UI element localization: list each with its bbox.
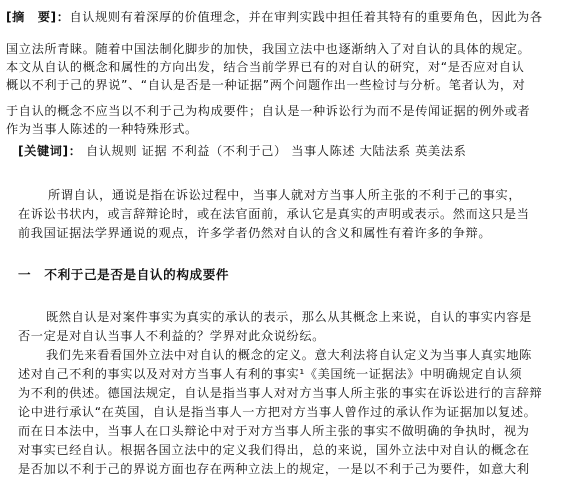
keywords-line — [18, 142, 466, 160]
intro-line-2: 在诉讼书状内，或言辞辩论时，或在法官面前，承认它是真实的声明或表示。然而这只是当 — [18, 207, 530, 221]
abstract-line-1 — [6, 8, 543, 26]
abstract-line-6: 作为当事人陈述的一种特殊形式。 — [6, 122, 198, 136]
body-line-7: 而在日本法中，当事人在口头辩论中对于对方当事人所主张的事实不做明确的争执时，视为 — [18, 424, 530, 438]
abstract-text: 自认规则有着深厚的价值理念，并在审判实践中担任着其特有的重要角色，因此为各 — [69, 10, 543, 24]
body-line-3: 我们先来看看国外立法中对自认的概念的定义。意大利法将自认定义为当事人真实地陈 — [46, 348, 532, 362]
body-line-4: 述对自己不利的事实以及对对方当事人有利的事实¹《美国统一证据法》中明确规定自认须 — [18, 367, 523, 381]
abstract-line-3: 本文从自认的概念和属性的方向出发，结合当前学界已有的对自认的研究，对“是否应对自认 — [6, 60, 525, 74]
body-line-8: 对事实已经自认。根据各国立法中的定义我们得出，总的来说，国外立法中对自认的概念在 — [18, 443, 530, 457]
intro-line-1: 所谓自认，通说是指在诉讼过程中，当事人就对方当事人所主张的不利于己的事实， — [48, 188, 522, 202]
keywords-label: [关键词]： — [18, 144, 82, 158]
abstract-label: [摘 要]： — [6, 10, 70, 24]
body-line-2: 否一定是对自认当事人不利益的？学界对此众说纷纭。 — [18, 329, 325, 343]
abstract-line-5: 于自认的概念不应当以不利于己为构成要件；自认是一种诉讼行为而不是传闻证据的例外或者 — [6, 104, 531, 118]
body-line-9: 是否加以不利于己的界说方面也存在两种立法上的规定，一是以不利于己为要件，如意大利 — [18, 462, 530, 476]
body-line-5: 为不利的供述。德国法规定，自认是指当事人对对方当事人所主张的事实在诉讼进行的言辞辩 — [18, 386, 543, 400]
abstract-line-2: 国立法所青睐。随着中国法制化脚步的加快，我国立法中也逐渐纳入了对自认的具体的规定。 — [6, 42, 531, 56]
keywords-text: 自认规则 证据 不利益（不利于己） 当事人陈述 大陆法系 英美法系 — [85, 144, 467, 158]
section-heading: 一 不利于己是否是自认的构成要件 — [18, 267, 230, 282]
body-line-1: 既然自认是对案件事实为真实的承认的表示，那么从其概念上来说，自认的事实内容是 — [46, 310, 532, 324]
intro-line-3: 前我国证据法学界通说的观点，许多学者仍然对自认的含义和属性有着许多的争辩。 — [18, 226, 492, 240]
abstract-line-4: 概以不利于己的界说”、“自认是否是一种证据”两个问题作出一些检讨与分析。笔者认为，对 — [6, 78, 526, 92]
body-line-6: 论中进行承认“在英国，自认是指当事人一方把对方当事人曾作过的承认作为证据加以复述。 — [18, 405, 537, 419]
